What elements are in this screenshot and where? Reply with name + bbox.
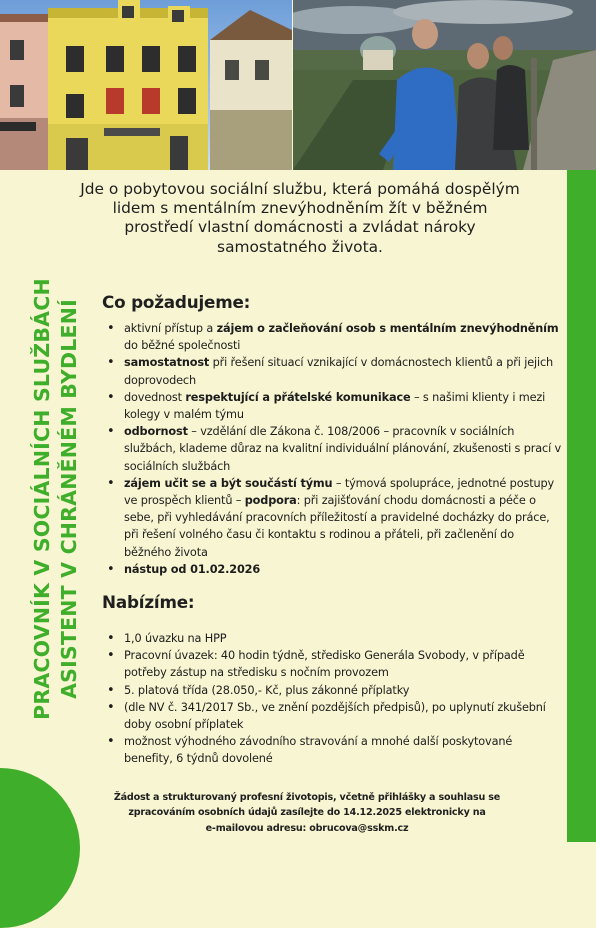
photo-building [0,0,292,170]
footer-line-1: Žádost a strukturovaný profesní životopis, včetně přihlášky a souhlasu se [113,792,501,803]
garden-illustration [293,0,596,170]
requirement-item: • zájem učit se a být součástí týmu – týmová spolupráce, jednotné postupy ve prospěch klientů – podpora: při zajišťování chodu domácnosti a péče o sebe, při vyhledávání pracovních příležitostí a pravidelné docházky do práce, při řešení volného času či kontaktu s rodinou a přáteli, při začlenění do běžného života [104,475,564,561]
building-illustration [0,0,292,170]
bottom-left-accent-circle [0,768,80,928]
offer-item: • 1,0 úvazku na HPP [104,630,564,647]
offers-heading: Nabízíme: [102,592,195,612]
requirement-item: • samostatnost při řešení situací vznikající v domácnostech klientů a při jejich doprovodech [104,354,564,388]
header-photos [0,0,596,170]
offer-item: • 5. platová třída (28.050,- Kč, plus zákonné příplatky [104,682,564,699]
footer-line-2: zpracováním osobních údajů zasílejte do 14.12.2025 elektronicky na [128,807,486,819]
requirements-heading: Co požadujeme: [102,292,251,312]
offer-item: • Pracovní úvazek: 40 hodin týdně, středisko Generála Svobody, v případě potřeby zástup na středisku s nočním provozem [104,647,564,681]
offers-list [104,630,564,768]
right-accent-bar [567,170,596,842]
job-title-vertical [29,264,83,734]
requirement-item: • nástup od 01.02.2026 [104,561,564,578]
intro-text: Jde o pobytovou sociální službu, která pomáhá dospělým lidem s mentálním znevýhodněním žít v běžném prostředí vlastní domácnosti a zvládat nároky samostatného života. [80,180,520,256]
requirement-item: • aktivní přístup a zájem o začleňování osob s mentálním znevýhodněním do běžné společnosti [104,320,564,354]
requirement-item: • odbornost – vzdělání dle Zákona č. 108/2006 – pracovník v sociálních službách, klademe důraz na kvalitní individuální plánování, zkušenosti s prací v sociálních službách [104,423,564,475]
application-instructions [92,790,522,836]
offer-item: • (dle NV č. 341/2017 Sb., ve znění pozdějších předpisů), po uplynutí zkušební doby osobní příplatek [104,699,564,733]
footer-line-3: e-mailovou adresu: obrucova@sskm.cz [205,822,409,834]
job-title-line-1: PRACOVNÍK V SOCIÁLNÍCH SLUŽBÁCH [30,278,54,720]
photo-people-garden [293,0,596,170]
job-title-line-2: ASISTENT V CHRÁNĚNÉM BYDLENÍ [57,299,81,699]
offer-item: • možnost výhodného závodního stravování a mnohé další poskytované benefity, 6 týdnů dovolené [104,733,564,767]
requirements-list [104,320,564,578]
requirement-item: • dovednost respektující a přátelské komunikace – s našimi klienty i mezi kolegy v malém týmu [104,389,564,423]
